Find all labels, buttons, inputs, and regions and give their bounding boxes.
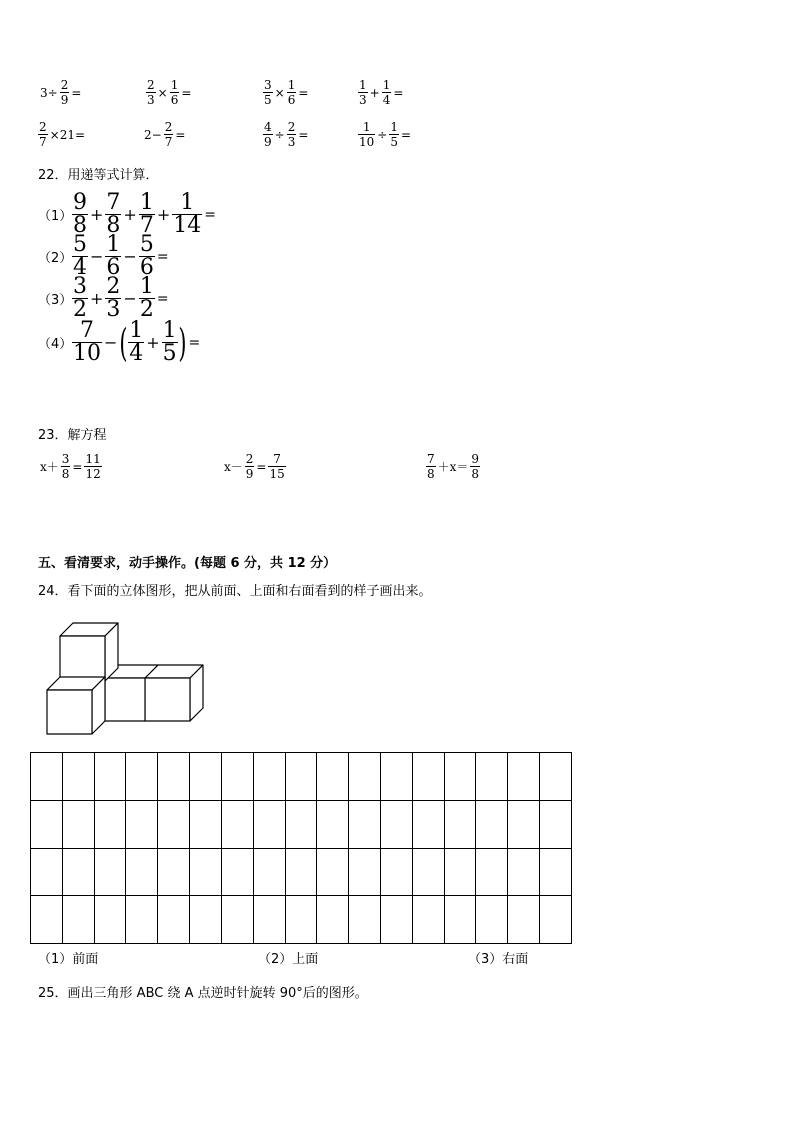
fraction: $\frac{1}{2}$ — [139, 274, 154, 322]
grid-cell[interactable] — [412, 800, 444, 848]
fraction: $\frac{7}{8}$ — [427, 452, 435, 481]
grid-cell[interactable] — [253, 896, 285, 944]
operator: + — [156, 204, 171, 224]
drawing-grid[interactable] — [30, 752, 572, 944]
fraction: $\frac{7}{10}$ — [73, 318, 101, 366]
item-label: （4） — [38, 337, 73, 352]
grid-cell[interactable] — [285, 800, 317, 848]
equals-sign: = — [400, 127, 412, 142]
grid-cell[interactable] — [380, 896, 412, 944]
calc-row-1 — [38, 78, 458, 116]
grid-cell[interactable] — [349, 896, 381, 944]
grid-cell[interactable] — [62, 800, 94, 848]
grid-cell[interactable] — [126, 800, 158, 848]
grid-cell[interactable] — [126, 848, 158, 896]
grid-row — [31, 896, 572, 944]
grid-cell[interactable] — [540, 848, 572, 896]
grid-cell[interactable] — [158, 896, 190, 944]
operator: + — [90, 204, 104, 224]
grid-cell[interactable] — [253, 848, 285, 896]
grid-cell[interactable] — [285, 753, 317, 801]
grid-cell[interactable] — [190, 848, 222, 896]
operator: + — [369, 85, 380, 100]
expression — [72, 276, 171, 321]
grid-cell[interactable] — [94, 800, 126, 848]
equals-sign: = — [181, 85, 192, 100]
fraction: $\frac{9}{8}$ — [471, 452, 480, 481]
fraction: $\frac{1}{4}$ — [129, 318, 144, 366]
grid-row — [31, 848, 572, 896]
grid-cell[interactable] — [349, 753, 381, 801]
equals-sign: = — [156, 248, 169, 265]
fraction: $\frac{2}{7}$ — [39, 120, 47, 149]
grid-row — [31, 753, 572, 801]
grid-cell[interactable] — [540, 896, 572, 944]
operator: − — [104, 332, 118, 352]
grid-cell[interactable] — [190, 896, 222, 944]
equation-left: x－ — [224, 459, 243, 474]
equals-sign: = — [188, 334, 201, 351]
grid-cell[interactable] — [508, 800, 540, 848]
grid-cell[interactable] — [94, 896, 126, 944]
calc-row-2 — [38, 120, 458, 158]
grid-cell[interactable] — [444, 800, 476, 848]
grid-cell[interactable] — [349, 800, 381, 848]
operator: + — [90, 288, 104, 308]
fraction: $\frac{1}{5}$ — [162, 318, 177, 366]
question-23-title: 23．解方程 — [38, 428, 107, 443]
fraction: $\frac{1}{7}$ — [139, 190, 154, 238]
expression-item — [38, 234, 171, 279]
item-label: （1） — [38, 209, 73, 224]
fraction: $\frac{1}{6}$ — [106, 232, 121, 280]
grid-cell[interactable] — [221, 848, 253, 896]
equals-sign: = — [298, 85, 309, 100]
equals-sign: = — [72, 459, 83, 474]
grid-cell[interactable] — [540, 800, 572, 848]
cube-figure — [40, 618, 210, 738]
grid-cell[interactable] — [158, 848, 190, 896]
fraction: $\frac{2}{9}$ — [60, 78, 69, 107]
grid-cell[interactable] — [62, 753, 94, 801]
grid-cell[interactable] — [126, 896, 158, 944]
grid-cell[interactable] — [444, 896, 476, 944]
equation-middle: ＋x＝ — [437, 459, 469, 474]
grid-cell[interactable] — [190, 753, 222, 801]
fraction: $\frac{1}{6}$ — [287, 78, 296, 107]
grid-cell[interactable] — [412, 896, 444, 944]
grid-cell[interactable] — [221, 753, 253, 801]
grid-cell[interactable] — [380, 800, 412, 848]
fraction: $\frac{1}{3}$ — [359, 78, 367, 107]
fraction: $\frac{2}{3}$ — [287, 120, 296, 149]
fraction: $\frac{7}{8}$ — [106, 190, 121, 238]
operator: − — [90, 246, 104, 266]
fraction: $\frac{9}{8}$ — [73, 190, 87, 238]
question-25-title: 25．画出三角形 ABC 绕 A 点逆时针旋转 90°后的图形。 — [38, 986, 368, 1001]
operator: ÷ — [274, 127, 285, 142]
expression — [72, 320, 202, 365]
calc-item — [358, 78, 405, 107]
operator: × — [157, 85, 168, 100]
calc-item — [38, 120, 87, 149]
fraction: $\frac{7}{15}$ — [269, 452, 285, 481]
grid-cell[interactable] — [31, 800, 63, 848]
grid-cell[interactable] — [380, 848, 412, 896]
fraction: $\frac{3}{2}$ — [73, 274, 87, 322]
calc-item — [263, 78, 310, 107]
grid-cell[interactable] — [476, 800, 508, 848]
grid-cell[interactable] — [253, 800, 285, 848]
grid-cell[interactable] — [158, 753, 190, 801]
grid-cell[interactable] — [253, 753, 285, 801]
fraction: $\frac{11}{12}$ — [85, 452, 101, 481]
grid-cell[interactable] — [508, 753, 540, 801]
fraction: $\frac{2}{9}$ — [245, 452, 254, 481]
fraction: $\frac{5}{6}$ — [139, 232, 154, 280]
cube-front-face — [47, 690, 92, 734]
grid-cell[interactable] — [62, 896, 94, 944]
grid-cell[interactable] — [31, 848, 63, 896]
grid-cell[interactable] — [317, 896, 349, 944]
operator: × — [274, 85, 285, 100]
equals-sign: = — [393, 85, 404, 100]
expression-item — [38, 276, 171, 321]
fraction: $\frac{3}{5}$ — [264, 78, 272, 107]
caption-front: （1）前面 — [38, 952, 99, 967]
equals-sign: = — [175, 127, 186, 142]
expression — [72, 234, 171, 279]
operator: ÷ — [377, 127, 388, 142]
fraction: $\frac{1}{4}$ — [382, 78, 391, 107]
grid-cell[interactable] — [158, 800, 190, 848]
grid-cell[interactable] — [412, 753, 444, 801]
grid-cell[interactable] — [62, 848, 94, 896]
section-5-heading: 五、看清要求，动手操作。(每题 6 分，共 12 分） — [38, 556, 337, 571]
question-22-title: 22．用递等式计算． — [38, 168, 159, 183]
item-label: （3） — [38, 293, 73, 308]
grid-cell[interactable] — [317, 848, 349, 896]
calc-item — [146, 78, 193, 107]
expression-item — [38, 320, 202, 365]
equation-left: x＋ — [40, 459, 59, 474]
grid-cell[interactable] — [540, 753, 572, 801]
parenthesis: ) — [177, 320, 187, 365]
item-label: （2） — [38, 251, 73, 266]
grid-cell[interactable] — [221, 800, 253, 848]
grid-cell[interactable] — [476, 848, 508, 896]
equals-sign: = — [71, 85, 82, 100]
operator: + — [146, 332, 160, 352]
expression — [72, 192, 218, 237]
grid-cell[interactable] — [317, 800, 349, 848]
grid-cell[interactable] — [476, 753, 508, 801]
calc-item — [358, 120, 413, 149]
operator: − — [123, 246, 137, 266]
fraction: $\frac{2}{3}$ — [147, 78, 155, 107]
grid-cell[interactable] — [444, 848, 476, 896]
operator: − — [123, 288, 137, 308]
grid-cell[interactable] — [31, 753, 63, 801]
equation-2 — [222, 452, 286, 481]
question-24-title: 24．看下面的立体图形，把从前面、上面和右面看到的样子画出来。 — [38, 584, 432, 599]
calc-lead: 2− — [144, 127, 162, 142]
equals-sign: = — [204, 206, 216, 223]
fraction: $\frac{1}{5}$ — [390, 120, 398, 149]
expression-item — [38, 192, 218, 237]
caption-right: （3）右面 — [468, 952, 529, 967]
calc-tail: ×21= — [49, 127, 86, 142]
cube-front-face — [145, 678, 190, 721]
fraction: $\frac{5}{4}$ — [73, 232, 87, 280]
grid-cell[interactable] — [126, 753, 158, 801]
calc-item — [38, 78, 83, 107]
grid-cell[interactable] — [380, 753, 412, 801]
calc-item — [142, 120, 187, 149]
fraction: $\frac{2}{3}$ — [106, 274, 121, 322]
grid-cell[interactable] — [221, 896, 253, 944]
fraction: $\frac{2}{7}$ — [164, 120, 173, 149]
equation-1 — [38, 452, 102, 481]
drawing-grid-table[interactable] — [30, 752, 572, 944]
equals-sign: = — [298, 127, 309, 142]
operator: + — [123, 204, 137, 224]
equals-sign: = — [256, 459, 267, 474]
fraction: $\frac{4}{9}$ — [264, 120, 272, 149]
caption-top: （2）上面 — [258, 952, 319, 967]
grid-cell[interactable] — [94, 753, 126, 801]
grid-cell[interactable] — [444, 753, 476, 801]
equation-3 — [426, 452, 480, 481]
grid-cell[interactable] — [476, 896, 508, 944]
cube-front-face — [60, 636, 105, 681]
parenthesis: ( — [119, 320, 128, 365]
grid-cell[interactable] — [94, 848, 126, 896]
equals-sign: = — [156, 290, 169, 307]
grid-cell[interactable] — [317, 753, 349, 801]
grid-cell[interactable] — [508, 848, 540, 896]
calc-item — [263, 120, 310, 149]
grid-cell[interactable] — [285, 896, 317, 944]
grid-cell[interactable] — [412, 848, 444, 896]
grid-cell[interactable] — [190, 800, 222, 848]
calc-lead: 3÷ — [40, 85, 58, 100]
grid-row — [31, 800, 572, 848]
cube-front-face — [105, 678, 145, 721]
grid-cell[interactable] — [31, 896, 63, 944]
grid-cell[interactable] — [349, 848, 381, 896]
fraction: $\frac{1}{14}$ — [173, 190, 202, 238]
grid-cell[interactable] — [508, 896, 540, 944]
fraction: $\frac{1}{6}$ — [170, 78, 179, 107]
grid-cell[interactable] — [285, 848, 317, 896]
fraction: $\frac{3}{8}$ — [61, 452, 70, 481]
fraction: $\frac{1}{10}$ — [359, 120, 375, 149]
